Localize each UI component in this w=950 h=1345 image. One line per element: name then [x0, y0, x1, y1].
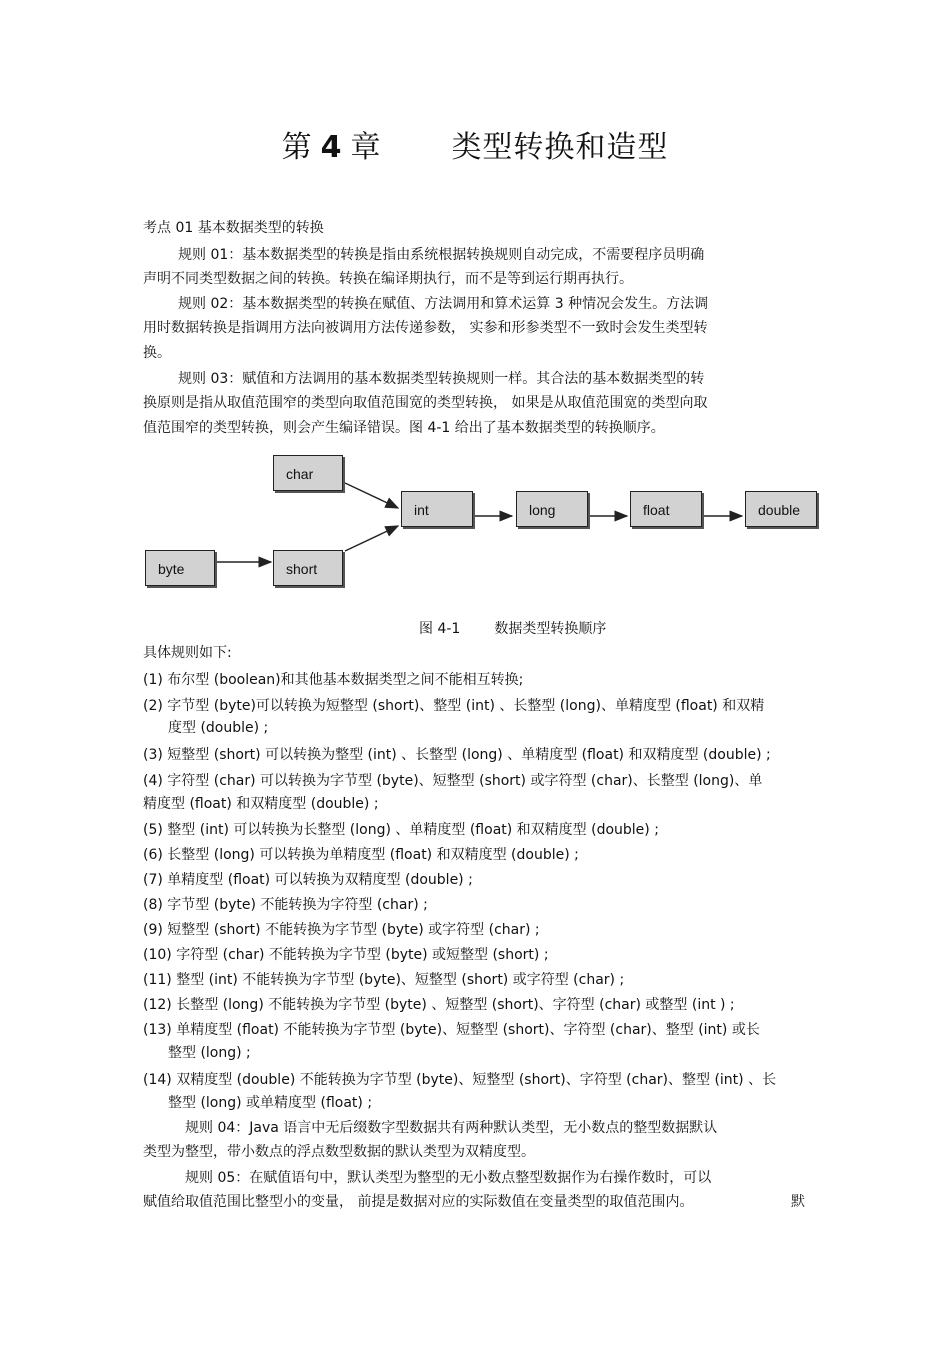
rule-03-line-3: 值范围窄的类型转换，则会产生编译错误。图 4-1 给出了基本数据类型的转换顺序。	[143, 420, 665, 436]
figure-title: 数据类型转换顺序	[494, 621, 607, 637]
node-double: double	[745, 491, 817, 527]
chapter-name: 类型转换和造型	[451, 130, 669, 165]
diagram-arrows	[140, 448, 830, 598]
rule-item-13: (13) 单精度型 (float) 不能转换为字节型 (byte)、短整型 (short)、字符型 (char)、整型 (int) 或长	[143, 1022, 760, 1038]
rule-05-line-2: 赋值给取值范围比整型小的变量， 前提是数据对应的实际数值在变量类型的取值范围内。	[143, 1194, 694, 1210]
node-int: int	[401, 491, 473, 527]
figure-caption	[419, 618, 606, 638]
rule-item-11: (11) 整型 (int) 不能转换为字节型 (byte)、短整型 (short) 或字符型 (char) ;	[143, 972, 625, 988]
node-short: short	[273, 550, 343, 586]
rule-05-line-1: 规则 05：在赋值语句中，默认类型为整型的无小数点整型数据作为右操作数时，可以	[185, 1170, 712, 1186]
rule-04-line-2: 类型为整型，带小数点的浮点数型数据的默认类型为双精度型。	[143, 1144, 535, 1160]
rule-02-line-2: 用时数据转换是指调用方法向被调用方法传递参数， 实参和形参类型不一致时会发生类型转	[143, 320, 708, 336]
rule-item-3: (3) 短整型 (short) 可以转换为整型 (int) 、长整型 (long) 、单精度型 (float) 和双精度型 (double) ;	[143, 747, 771, 763]
rule-item-2-cont: 度型 (double) ;	[168, 720, 269, 736]
node-long: long	[516, 491, 588, 527]
rule-item-10: (10) 字符型 (char) 不能转换为字节型 (byte) 或短整型 (short) ;	[143, 947, 549, 963]
node-char: char	[273, 455, 343, 491]
rule-02-line-1: 规则 02：基本数据类型的转换在赋值、方法调用和算术运算 3 种情况会发生。方法调	[178, 296, 709, 312]
chapter-unit: 章	[350, 130, 382, 165]
rule-item-14-cont: 整型 (long) 或单精度型 (float) ;	[168, 1095, 373, 1111]
rule-item-4-cont: 精度型 (float) 和双精度型 (double) ;	[143, 796, 379, 812]
chapter-number: 4	[320, 130, 343, 165]
rule-05-line-2-end: 默	[791, 1194, 805, 1210]
rule-item-13-cont: 整型 (long) ;	[168, 1045, 251, 1061]
rules-intro: 具体规则如下:	[143, 645, 232, 661]
rule-item-7: (7) 单精度型 (float) 可以转换为双精度型 (double) ;	[143, 872, 473, 888]
rule-03-line-2: 换原则是指从取值范围窄的类型向取值范围宽的类型转换， 如果是从取值范围宽的类型向取	[143, 395, 708, 411]
rule-item-4: (4) 字符型 (char) 可以转换为字节型 (byte)、短整型 (short) 或字符型 (char)、长整型 (long)、单	[143, 773, 763, 789]
chapter-title	[0, 122, 950, 166]
node-byte: byte	[145, 550, 215, 586]
rule-item-1: (1) 布尔型 (boolean)和其他基本数据类型之间不能相互转换;	[143, 672, 524, 688]
rule-item-14: (14) 双精度型 (double) 不能转换为字节型 (byte)、短整型 (short)、字符型 (char)、整型 (int) 、长	[143, 1072, 777, 1088]
type-conversion-diagram	[140, 448, 830, 598]
rule-03-line-1: 规则 03：赋值和方法调用的基本数据类型转换规则一样。其合法的基本数据类型的转	[178, 371, 705, 387]
chapter-prefix: 第	[281, 130, 313, 165]
arrow-short-int	[345, 526, 398, 551]
rule-item-2: (2) 字节型 (byte)可以转换为短整型 (short)、整型 (int) 、长整型 (long)、单精度型 (float) 和双精	[143, 698, 765, 714]
rule-item-5: (5) 整型 (int) 可以转换为长整型 (long) 、单精度型 (float) 和双精度型 (double) ;	[143, 822, 659, 838]
rule-04-line-1: 规则 04：Java 语言中无后缀数字型数据共有两种默认类型，无小数点的整型数据默认	[185, 1120, 718, 1136]
rule-01-line-1: 规则 01：基本数据类型的转换是指由系统根据转换规则自动完成，不需要程序员明确	[178, 247, 705, 263]
figure-label: 图 4-1	[419, 621, 461, 637]
rule-item-6: (6) 长整型 (long) 可以转换为单精度型 (float) 和双精度型 (double) ;	[143, 847, 579, 863]
rule-01-line-2: 声明不同类型数据之间的转换。转换在编译期执行，而不是等到运行期再执行。	[143, 271, 633, 287]
rule-item-8: (8) 字节型 (byte) 不能转换为字符型 (char) ;	[143, 897, 428, 913]
rule-item-12: (12) 长整型 (long) 不能转换为字节型 (byte) 、短整型 (short)、字符型 (char) 或整型 (int ) ;	[143, 997, 735, 1013]
rule-02-line-3: 换。	[143, 345, 171, 361]
rule-item-9: (9) 短整型 (short) 不能转换为字节型 (byte) 或字符型 (char) ;	[143, 922, 540, 938]
section-heading: 考点 01 基本数据类型的转换	[143, 220, 324, 236]
arrow-char-int	[345, 483, 398, 508]
node-float: float	[630, 491, 702, 527]
